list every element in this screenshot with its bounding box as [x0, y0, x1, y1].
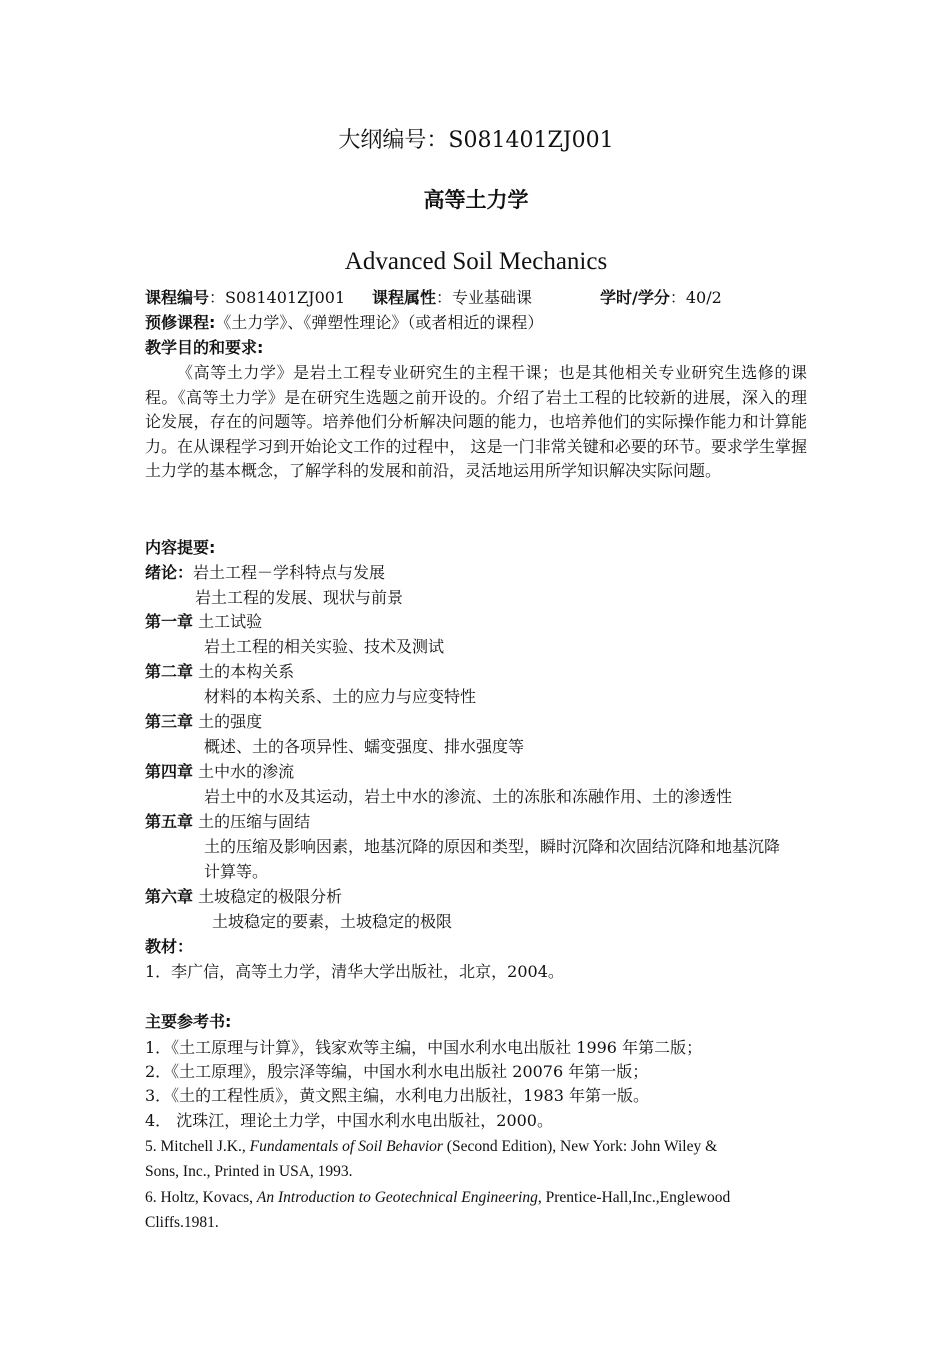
reference-5-publisher: (Second Edition), New York: John Wiley & [442, 1138, 718, 1155]
chapter-6-heading [145, 889, 342, 905]
objectives-paragraph [145, 361, 807, 484]
course-title-cn: 高等土力学 [423, 188, 529, 212]
chapter-3-desc: 概述、土的各项异性、蠕变强度、排水强度等 [204, 737, 525, 756]
chapter-2-desc: 材料的本构关系、土的应力与应变特性 [204, 687, 477, 706]
reference-item: 4． 沈珠江，理论土力学，中国水利水电出版社，2000。 [145, 1111, 553, 1130]
course-type-label: 课程属性 [372, 288, 437, 307]
chapter-2-heading [145, 664, 294, 680]
objectives-label: 教学目的和要求: [145, 338, 264, 357]
reference-item: 3．《土的工程性质》，黄文熙主编，水利电力出版社，1983 年第一版。 [145, 1086, 649, 1105]
chapter-4-heading [145, 764, 294, 780]
chapter-label: 第三章 [145, 712, 194, 731]
prerequisites-value: 《土力学》、《弹塑性理论》（或者相近的课程） [215, 313, 544, 332]
chapter-label: 第六章 [145, 887, 194, 906]
course-hours-value: ：40/2 [669, 288, 722, 307]
chapter-title: 土的本构关系 [198, 662, 295, 681]
intro-desc: 岩土工程的发展、现状与前景 [195, 588, 404, 607]
reference-6-authors: 6. Holtz, Kovacs, [145, 1189, 257, 1206]
reference-item: 1．《土工原理与计算》，钱家欢等主编，中国水利水电出版社 1996 年第二版； [145, 1038, 703, 1057]
objectives-text: 《高等土力学》是岩土工程专业研究生的主程干课；也是其他相关专业研究生选修的课程。《高等土力学》是在研究生选题之前开设的。介绍了岩土工程的比较新的进展，深入的理论发展，存在的问题等。培养他们分析解决问题的能力，也培养他们的实际操作能力和计算能力。在从课程学习到开始论文工作的过程中， 这是一门非常关键和必要的环节。要求学生掌握土力学的基本概念，了解学科的发展和前沿，灵活地运用所学知识解决实际问题。 [145, 363, 807, 481]
course-hours [600, 290, 722, 306]
chapter-title: 土坡稳定的极限分析 [198, 887, 343, 906]
course-code-label: 课程编号 [145, 288, 210, 307]
prerequisites [145, 315, 543, 331]
chapter-title: 土的强度 [198, 712, 263, 731]
reference-item-5-cont: Sons, Inc., Printed in USA, 1993. [145, 1163, 353, 1180]
chapter-5-desc: 土的压缩及影响因素，地基沉降的原因和类型，瞬时沉降和次固结沉降和地基沉降 [204, 837, 781, 856]
chapter-3-heading [145, 714, 262, 730]
chapter-label: 第一章 [145, 612, 194, 631]
course-title-en: Advanced Soil Mechanics [344, 248, 608, 275]
intro-heading [145, 565, 385, 581]
course-code-value: ：S081401ZJ001 [209, 288, 346, 307]
course-type [372, 290, 532, 306]
reference-item-6-cont: Cliffs.1981. [145, 1214, 219, 1231]
chapter-title: 土的压缩与固结 [198, 812, 311, 831]
chapter-1-heading [145, 614, 262, 630]
intro-label: 绪论： [145, 563, 194, 582]
course-hours-label: 学时/学分 [600, 288, 670, 307]
chapter-label: 第二章 [145, 662, 194, 681]
chapter-title: 土工试验 [198, 612, 263, 631]
textbook-item: 1．李广信，高等土力学，清华大学出版社，北京，2004。 [145, 962, 564, 981]
chapter-label: 第四章 [145, 762, 194, 781]
reference-6-publisher: , Prentice-Hall,Inc.,Englewood [537, 1189, 731, 1206]
reference-6-title: An Introduction to Geotechnical Engineering [256, 1189, 538, 1206]
prerequisites-label: 预修课程: [145, 313, 216, 332]
reference-item-6 [145, 1190, 730, 1206]
course-code [145, 290, 345, 306]
textbook-label: 教材： [145, 937, 194, 956]
content-label: 内容提要: [145, 538, 216, 557]
chapter-label: 第五章 [145, 812, 194, 831]
intro-title: 岩土工程－学科特点与发展 [193, 563, 386, 582]
references-label: 主要参考书: [145, 1012, 232, 1031]
chapter-title: 土中水的渗流 [198, 762, 295, 781]
reference-5-authors: 5. Mitchell J.K., [145, 1138, 250, 1155]
reference-5-title: Fundamentals of Soil Behavior [249, 1138, 443, 1155]
chapter-1-desc: 岩土工程的相关实验、技术及测试 [204, 637, 445, 656]
chapter-5-desc-cont: 计算等。 [204, 862, 269, 881]
course-type-value: ：专业基础课 [436, 288, 533, 307]
outline-number: 大纲编号：S081401ZJ001 [338, 128, 614, 153]
reference-item-5 [145, 1139, 717, 1155]
chapter-4-desc: 岩土中的水及其运动，岩土中水的渗流、土的冻胀和冻融作用、土的渗透性 [204, 787, 733, 806]
chapter-5-heading [145, 814, 310, 830]
chapter-6-desc: 土坡稳定的要素，土坡稳定的极限 [212, 912, 453, 931]
reference-item: 2．《土工原理》，殷宗泽等编，中国水利水电出版社 20076 年第一版； [145, 1062, 649, 1081]
